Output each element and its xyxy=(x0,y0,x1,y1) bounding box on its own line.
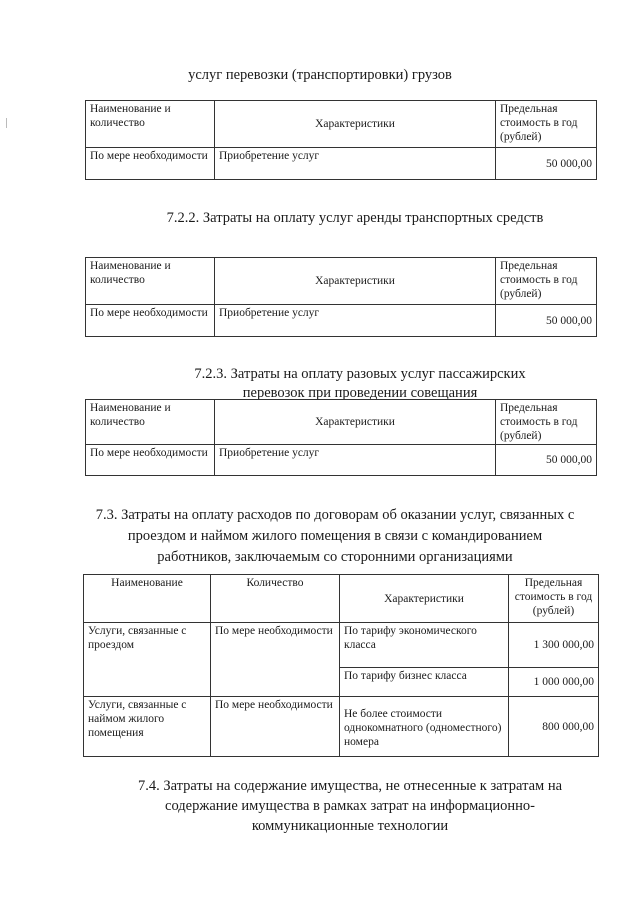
heading-line: работников, заключаемым со сторонними организациями xyxy=(157,549,513,565)
cell-quantity: По мере необходимости xyxy=(86,148,215,180)
header-characteristics: Характеристики xyxy=(215,101,496,148)
section-heading-passenger xyxy=(140,365,580,403)
cell-price: 1 300 000,00 xyxy=(509,623,599,668)
heading-line: 7.2.3. Затраты на оплату разовых услуг пассажирских xyxy=(194,366,526,382)
header-max-cost: Предельная стоимость в год (рублей) xyxy=(509,575,599,623)
scan-margin-mark xyxy=(6,118,7,128)
table-row xyxy=(84,623,599,668)
table-business-trips xyxy=(83,574,599,757)
table-header-row xyxy=(86,400,597,445)
header-max-cost: Предельная стоимость в год (рублей) xyxy=(496,400,597,445)
cell-price: 50 000,00 xyxy=(496,148,597,180)
header-characteristics: Характеристики xyxy=(215,400,496,445)
section-heading-business-trips xyxy=(70,505,600,568)
cell-service-name: Услуги, связанные с наймом жилого помещения xyxy=(84,697,211,757)
header-characteristics: Характеристики xyxy=(340,575,509,623)
header-name-qty: Наименование и количество xyxy=(86,400,215,445)
table-row xyxy=(86,148,597,180)
table-cargo xyxy=(85,100,597,180)
cell-quantity: По мере необходимости xyxy=(86,445,215,476)
cell-service-name: Услуги, связанные с проездом xyxy=(84,623,211,697)
table-header-row xyxy=(84,575,599,623)
header-max-cost: Предельная стоимость в год (рублей) xyxy=(496,101,597,148)
cell-characteristic: Приобретение услуг xyxy=(215,445,496,476)
heading-line: проездом и наймом жилого помещения в связи с командированием xyxy=(127,528,543,544)
header-name: Наименование xyxy=(84,575,211,623)
table-vehicle-rent xyxy=(85,257,597,337)
header-max-cost: Предельная стоимость в год (рублей) xyxy=(496,258,597,305)
cell-characteristic: Не более стоимости однокомнатного (одноместного) номера xyxy=(340,697,509,757)
table-header-row xyxy=(86,258,597,305)
heading-line: 7.3. Затраты на оплату расходов по договорам об оказании услуг, связанных с xyxy=(95,507,575,523)
table-row xyxy=(86,445,597,476)
section-heading-cargo: услуг перевозки (транспортировки) грузов xyxy=(188,67,452,83)
heading-line: перевозок при проведении совещания xyxy=(242,385,478,401)
cell-characteristic: Приобретение услуг xyxy=(215,148,496,180)
cell-characteristic: Приобретение услуг xyxy=(215,305,496,337)
cell-quantity: По мере необходимости xyxy=(86,305,215,337)
section-heading-vehicle-rent: 7.2.2. Затраты на оплату услуг аренды транспортных средств xyxy=(166,210,544,226)
heading-line: коммуникационные технологии xyxy=(251,818,449,834)
table-row xyxy=(86,305,597,337)
cell-characteristic: По тарифу бизнес класса xyxy=(340,668,509,697)
heading-line: 7.4. Затраты на содержание имущества, не отнесенные к затратам на xyxy=(137,778,563,794)
header-name-qty: Наименование и количество xyxy=(86,258,215,305)
header-quantity: Количество xyxy=(211,575,340,623)
cell-price: 800 000,00 xyxy=(509,697,599,757)
table-row xyxy=(84,697,599,757)
header-name-qty: Наименование и количество xyxy=(86,101,215,148)
cell-characteristic: По тарифу экономического класса xyxy=(340,623,509,668)
header-characteristics: Характеристики xyxy=(215,258,496,305)
cell-price: 50 000,00 xyxy=(496,445,597,476)
heading-line: содержание имущества в рамках затрат на информационно- xyxy=(165,798,535,814)
cell-price: 50 000,00 xyxy=(496,305,597,337)
section-heading-property-maintenance xyxy=(100,776,600,836)
cell-quantity: По мере необходимости xyxy=(211,697,340,757)
table-header-row xyxy=(86,101,597,148)
cell-price: 1 000 000,00 xyxy=(509,668,599,697)
cell-quantity: По мере необходимости xyxy=(211,623,340,697)
table-passenger xyxy=(85,399,597,476)
